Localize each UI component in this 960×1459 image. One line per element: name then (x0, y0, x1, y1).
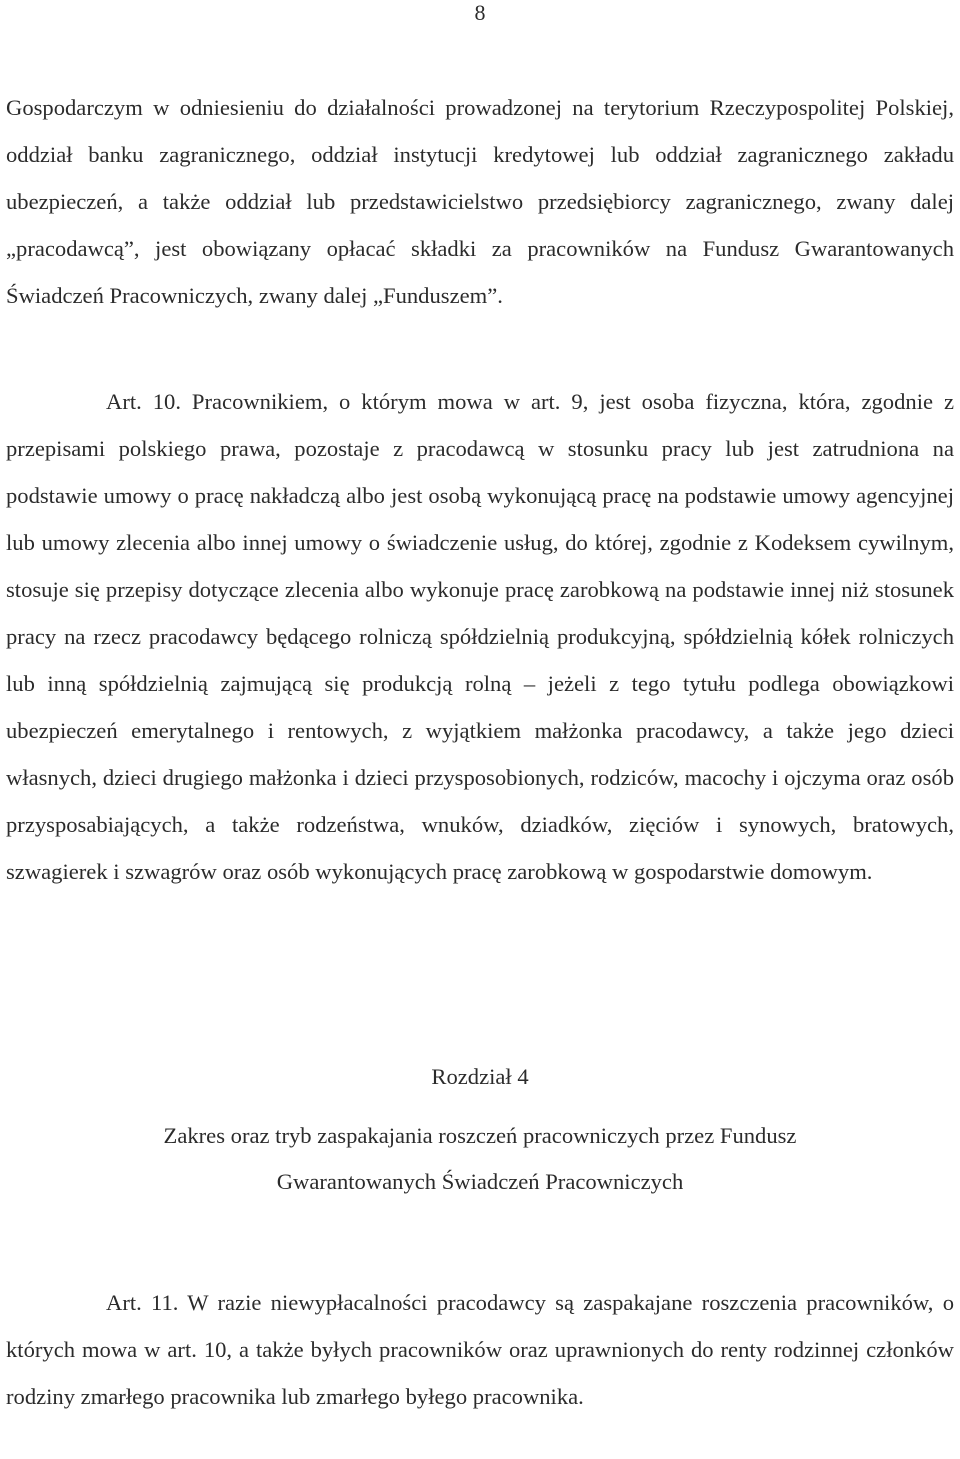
paragraph-continuation: Gospodarczym w odniesieniu do działalności prowadzonej na terytorium Rzeczypospolitej Polskiej, oddział banku zagranicznego, oddział instytucji kredytowej lub oddział zagranicznego zakładu ubezpieczeń, a także oddział lub przedstawicielstwo przedsiębiorcy zagranicznego, zwany dalej „pracodawcą”, jest obowiązany opłacać składki za pracowników na Fundusz Gwarantowanych Świadczeń Pracowniczych, zwany dalej „Funduszem”. (6, 95, 954, 308)
article-10-paragraph: Art. 10. Pracownikiem, o którym mowa w art. 9, jest osoba fizyczna, która, zgodnie z przepisami polskiego prawa, pozostaje z pracodawcą w stosunku pracy lub jest zatrudniona na podstawie umowy o pracę nakładczą albo jest osobą wykonującą pracę na podstawie umowy agencyjnej lub umowy zlecenia albo innej umowy o świadczenie usług, do której, zgodnie z Kodeksem cywilnym, stosuje się przepisy dotyczące zlecenia albo wykonuje pracę zarobkową na podstawie innej niż stosunek pracy na rzecz pracodawcy będącego rolniczą spółdzielnią produkcyjną, spółdzielnią kółek rolniczych lub inną spółdzielnią zajmującą się produkcją rolną – jeżeli z tego tytułu podlega obowiązkowi ubezpieczeń emerytalnego i rentowych, z wyjątkiem małżonka pracodawcy, a także jego dzieci własnych, dzieci drugiego małżonka i dzieci przysposobionych, rodziców, macochy i ojczyma oraz osób przysposabiających, a także rodzeństwa, wnuków, dziadków, zięciów i synowych, bratowych, szwagierek i szwagrów oraz osób wykonujących pracę zarobkową w gospodarstwie domowym. (6, 389, 954, 884)
page-number: 8 (474, 0, 486, 25)
chapter-title-line-1: Zakres oraz tryb zaspakajania roszczeń pracowniczych przez Fundusz (163, 1123, 797, 1148)
chapter-number: Rozdział 4 (431, 1064, 529, 1089)
article-11-paragraph: Art. 11. W razie niewypłacalności pracodawcy są zaspakajane roszczenia pracowników, o których mowa w art. 10, a także byłych pracowników oraz uprawnionych do renty rodzinnej członków rodziny zmarłego pracownika lub zmarłego byłego pracownika. (6, 1290, 954, 1409)
chapter-title-line-2: Gwarantowanych Świadczeń Pracowniczych (276, 1169, 684, 1194)
